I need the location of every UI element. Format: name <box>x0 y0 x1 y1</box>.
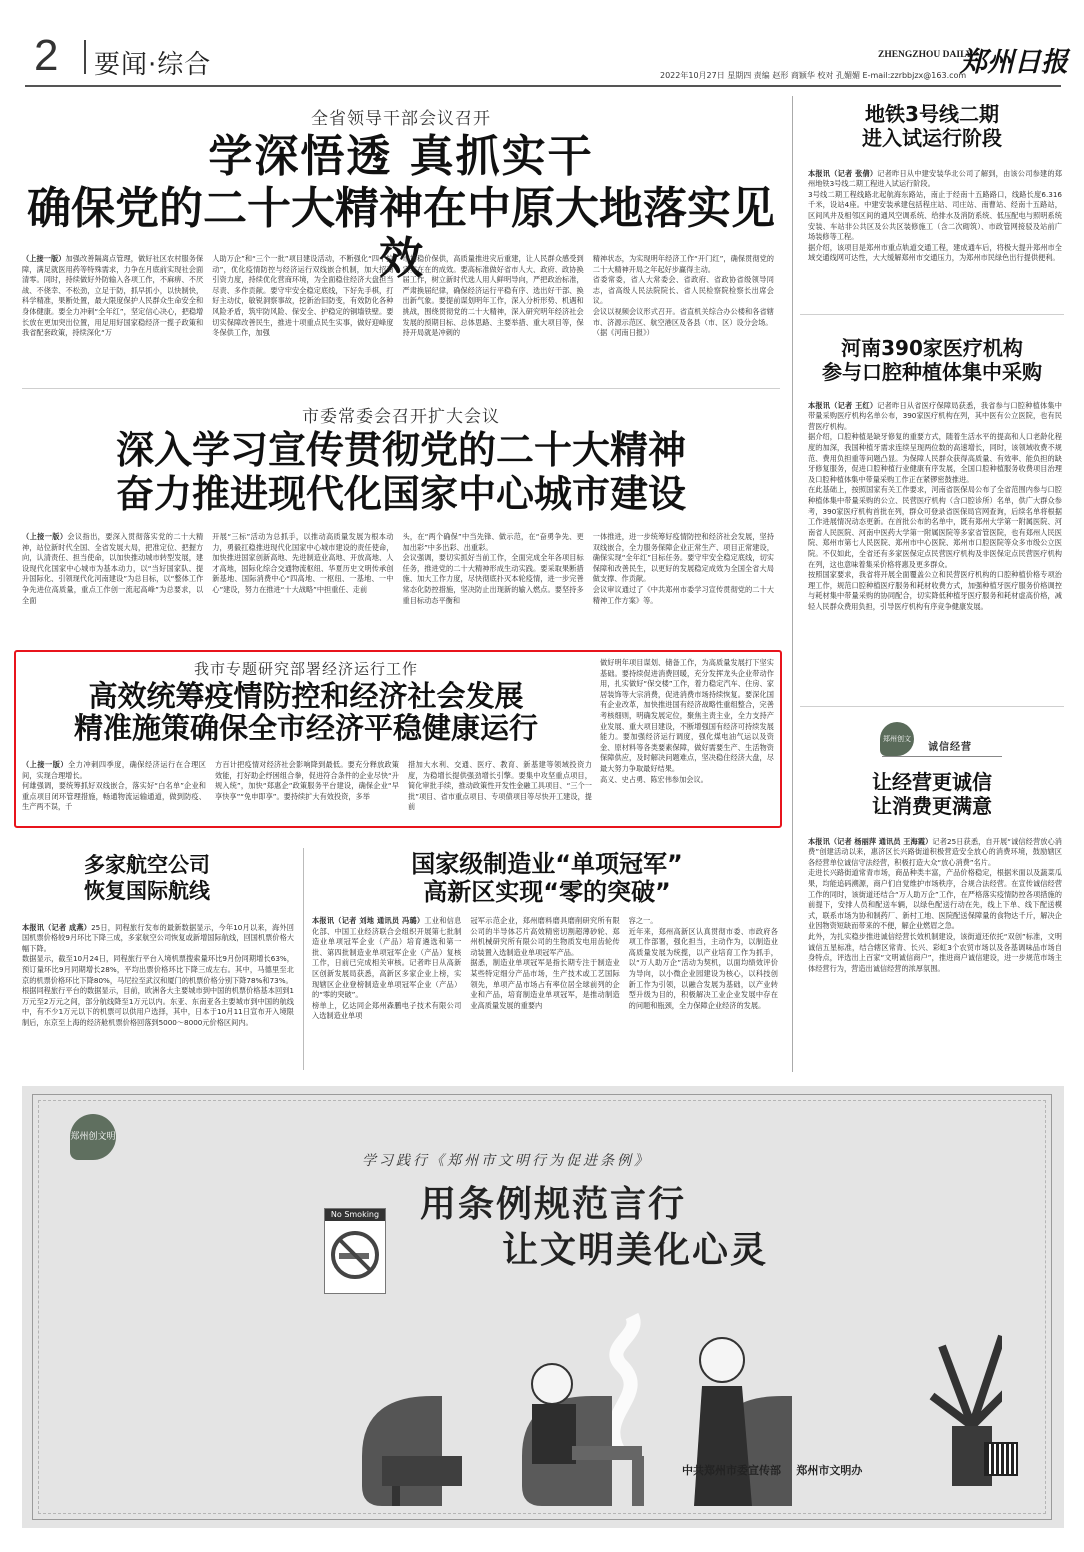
column-divider <box>303 848 304 1070</box>
paper-name-en: ZHENGZHOU DAILY <box>878 50 973 60</box>
article-body <box>22 760 592 824</box>
article-column: 开展“三标”活动为总抓手，以推动高质量发展为根本动力，勇毅扛稳推进现代化国家中心城市建设的责任使命，加快推进国家创新高地、先进制造业高地、开放高地、人才高地，国际化综合交通物流枢纽、华夏历史文明传承创新基地、国际消费中心“四高地、一枢纽、一基地、一中心”建设，努力在推进“十大战略”中担重任、走前 <box>212 532 394 594</box>
article-headline-line1: 国家级制造业“单项冠军” <box>411 850 683 878</box>
article-column: 冠军示范企业，郑州磨料磨具磨削研究所有限公司的半导体芯片高效精密切割超薄砂轮、郑州机械研究所有限公司的生物质发电用齿轮传动装置入选制造业单项冠军产品。 据悉，制造业单项冠军是指长期专注于制造业某些特定细分产品市场，生产技术或工艺国际领先，单项产品市场占有率位居全球前列的企业和产品，培育制造业单项冠军，是推动制造业高质量发展的重要内 <box>470 916 620 1010</box>
article-column: 容之一。 近年来，郑州高新区认真贯彻市委、市政府各项工作部署，强化担当，主动作为，以制造业高质量发展为统揽，以产业培育工作为抓手，以“万人助万企”活动为契机，以面均绩效评价为导向，以小微企业园建设为核心，以科技创新工作为引领，以融合发展为基础，以产业转型升级为目的，积极解决工业企业发展中存在的问题和瓶颈，全力保障企业经济的发展。 <box>628 916 778 1010</box>
masthead-rule <box>25 85 1061 87</box>
no-smoking-icon <box>325 1221 385 1291</box>
article-kicker: 市委常委会召开扩大会议 <box>302 407 500 427</box>
masthead <box>0 0 1084 92</box>
byline: 本报讯（记者 张倩） <box>808 168 878 178</box>
article-standing-committee <box>22 392 780 640</box>
side-article-dental-implants <box>800 322 1064 704</box>
byline: 本报讯（记者 王红） <box>808 400 878 410</box>
divider <box>800 314 1064 315</box>
article-column: 人助万企”和“三个一批”项目建设活动，不断强化“四个拉动”，优化疫情防控与经济运行双线嵌合机制，加大招商引资力度，持续优化营商环境，为全面稳住经济大盘担当尽责、多作贡献。要守牢安全稳定底线，下好先手棋，打好主动仗，敏锐洞察事故，挖新治旧防变，有效防化各种风险矛盾，筑牢防风险、保安全、护稳定的铜墙铁壁。要切实保障改善民生，推进十项重点民生实事，做好迎峰度冬保供工作，加强 <box>212 254 394 338</box>
article-column: 市场稳价保供，高质量推进灾后重建，让人民群众感受到实实在在的成效。要高标准做好省市人大、政府、政协换届工作，树立新时代选人用人鲜明导向，严把政治标准，严肃换届纪律，确保经济运行平稳有序、选出好干部、换出新气象。要提前谋划明年工作，深入分析形势、机遇和挑战，围绕贯彻党的二十大精神，深入研究明年经济社会发展的预期目标、总体思路、主要举措、重大项目等，保持开局就是冲刺的 <box>402 254 584 338</box>
divider <box>22 388 780 389</box>
section-divider <box>84 40 86 74</box>
ad-subtitle: 学习践行《郑州市文明行为促进条例》 <box>362 1153 651 1169</box>
byline: 本报讯（记者 刘地 通讯员 冯璐） <box>312 916 425 925</box>
article-column: 措加大水利、交通、医疗、教育、新基建等领域投资力度，为稳增长提供强劲增长引擎。要集中攻坚重点项目，简化审批手续，推动政策性开发性金融工具项目、“三个一批”项目、省市重点项目、专项债项目等尽快开工建设，提前 <box>408 760 592 812</box>
civilization-badge-icon: 郑州创文明 <box>70 1114 116 1160</box>
article-provincial-meeting <box>22 92 780 392</box>
tag-underline <box>882 756 1002 757</box>
article-headline-line1: 高效统筹疫情防控和经济社会发展 <box>88 679 524 713</box>
article-column: 本报讯（记者 刘地 通讯员 冯璐）工业和信息化部、中国工业经济联合会组织开展第七批制造业单项冠军企业（产品）培育遴选和第一批、第四批制造业单项冠军企业（产品）复核工作，日前已完成相关审核。记者昨日从高新区创新发展局获悉，高新区多家企业上榜，实现辖区企业登榜制造业单项冠军企业（产品）的“零的突破”。 榜单上，亿达同企郑州森鹏电子技术有限公司入选制造业单项 <box>312 916 462 1021</box>
article-column: 头，在“两个确保”中当先锋、做示范，在“奋勇争先、更加出彩”中多出彩、出重彩。 会议强调，要切实抓好当前工作，全面完成全年各项目标任务，推进党的二十大精神形成生动实践。要采取果断措施、加大工作力度，尽快彻底扑灭本轮疫情，进一步完善常态化防控措施，坚决防止出现新的输入燃点。要坚持多重目标动态平衡和 <box>402 532 584 605</box>
article-side-column: 做好明年项目谋划、储备工作，为高质量发展打下坚实基础。要持续促进消费回暖，充分发挥龙头企业带动作用，扎实做好“保交楼”工作，着力稳定汽车、住房、家居装饰等大宗消费，促进消费市场持续恢复。要深化国有企业改革，加快推进国有经济战略性重组整合，完善考核细则，明确发展定位，聚焦主责主业，全力支持产业发展、重大项目建设，不断增强国有经济可持续发展能力。要加强经济运行调度，强化煤电油气运以及资金、原材料等各类要素保障，做好需要生产、生活物资保障供应，及时解决问题难点，坚决稳住经济大盘，尽最大努力争取最好结果。 高义、史占勇、陈宏伟参加会议。 <box>600 658 774 784</box>
side-article-integrity <box>800 706 1064 1070</box>
no-smoking-sign <box>324 1208 386 1294</box>
public-service-ad <box>22 1086 1064 1528</box>
article-column: （上接一版）会议指出，要深入贯彻落实党的二十大精神，站位新时代全国、全省发展大局，把准定位、把握方向，认清责任、担当使命，以加快推动城市转型发展，建设现代化国家中心城市为基本动力，以“当好国家队、提升国际化、引领现代化河南建设”为总目标，以“整体工作争先进位高质量，重点工作创一流起高峰”为总要求，以全面 <box>22 532 204 605</box>
article-body <box>22 532 774 628</box>
lead-tag: （上接一版） <box>22 254 66 263</box>
article-body: 本报讯（记者 王红）记者昨日从省医疗保障局获悉，我省参与口腔种植体集中带量采购医疗机构名单公布，390家医疗机构在列，其中医有公立医院，也有民营医疗机构。 据介绍，口腔种植是缺牙修复的重要方式，随着生活水平的提高和人口老龄化程度的加深，我国种植牙需求连续呈现两位数的高速增长，同时，该领域收费不规范、费用负担重等问题凸显。为保障人民群众获得高质量、有效率、能负担的缺牙修复服务，促进口腔种植行业健康有序发展，全国口腔种植服务收费项目治理及口腔种植体集中带量采购工作正在紧锣密鼓推进。 在此基础上，按照国家有关工作要求，河南省医保局公布了全省范围内参与口腔种植体集中带量采购的公立、民营医疗机构（含口腔诊所）名单，供广大群众参考，390家医疗机构首批在列，群众可登录省医保局官网查询，后续名单将根据工作进展情况动态更新。在首批公布的名单中，既有郑州大学第一附属医院、河南省人民医院、河南中医药大学第一附属医院等多家省管医院，也有郑州人民医院、郑州市第七人民医院、郑州市中心医院、郑州市口腔医院等众多市级公立医院。不仅如此，全省还有多家医保定点民营医疗机构及非医保定点民营医疗机构在列，这也意味着集采价格将惠及更多群众。 按照国家要求，我省将开展全面覆盖公立和民营医疗机构的口腔种植价格专项治理工作，规范口腔种植医疗服务和耗材收费方式，加强种植牙医疗服务价格调控与耗材集中带量采购的协同配合，切实降低种植牙医疗服务和耗材虚高价格，减轻人民群众费用负担，引导医疗机构有序竞争健康发展。 <box>808 400 1062 611</box>
article-headline-line2: 确保党的二十大精神在中原大地落实见效 <box>27 183 775 284</box>
main-column-divider <box>792 96 793 1072</box>
article-column: 一体推进，进一步统筹好疫情防控和经济社会发展，坚持双线嵌合，全力服务保障企业正常生产、项目正常建设，确保实现“全年红”目标任务。要守牢安全稳定底线，切实保障和改善民生，以更好的发展稳定成效为全国全省大局做支撑、作贡献。 会议审议通过了《中共郑州市委学习宣传贯彻党的二十大精神工作方案》等。 <box>592 532 774 605</box>
date-line: 2022年10月27日 星期四 责编 赵形 商颖华 校对 孔媚媚 E-mail:zzrbbjzx@163.com <box>660 71 967 80</box>
article-column: （上接一版）加强改善隔离点管理，做好社区农村服务保障，满足就医用药等特殊需求，力争在月底前实现社会面清零。同时，持续做好外防输入各项工作，不麻痹、不厌战、不侥幸、不松劲，立足于防，抓早抓小，以快制快，科学精准，果断处置，最大限度保护人民群众生命安全和身体健康。要全力冲刺“全年红”，坚定信心决心，把稳增长放在更加突出位置，用足用好国家稳经济一揽子政策和我省配套政策，持续深化“万 <box>22 254 204 338</box>
article-body: 本报讯（记者 成燕）25日，同程旅行发布的最新数据显示，今年10月以来，海外回国机票价格较9月环比下降三成，多家航空公司恢复或新增国际航线，回国机票价格大幅下降。 数据显示，截至10月24日，同程旅行平台入境机票搜索量环比9月份同期增长63%，预订量环比9月同期增长28%，平均出票价格环比下降三成左右。其中，马德里至北京的机票价格环比下降80%，马尼拉至武汉和厦门的机票价格分别下降78%和73%。 根据同程旅行平台的数据显示，目前，欧洲各大主要城市到中国的机票价格基本回到1万元至2万元之间，部分航线降至1万元以内。东亚、东南亚各主要城市到中国的航线中，有不少1万元以下的机票可以供用户选择，其中，日本于10月11日宣布开入境限制后，东京至上海的经济舱机票价格回落到5000～8000元价格区间内。 <box>22 922 294 1027</box>
article-body: 本报讯（记者 杨丽萍 通讯员 王海霞）记者25日获悉，自开展“诚信经营放心消费”创建活动以来，惠济区长兴路街道积极营造安全放心的消费环境，鼓励辖区各经营单位诚信守法经营，积极打造大众“放心消费”名片。 走进长兴路街道常青市场，商品种类丰富，产品价格稳定，根据米面以及蔬菜瓜果，均能追码溯源，商户们自觉维护市场秩序，合规合法经营。在宣传诚信经营工作的同时，该街道还结合“万人助万企”工作，在严格落实疫情防控各项措施的前提下，安排人员和配送车辆，以绿色配送行动在先，线上下单、线下配送模式，联系市场为协和制药厂、新村工地、医院配送保障量的食物达千斤，解决企业因物资短缺而带来的不便，解企业燃眉之急。 此外，为扎实稳步推进诚信经营长效机制建设，该街道还依托“双创”标准，文明诚信五星标准，结合辖区常青、长兴、彩虹3个农贸市场以及各基调味品市场自身特点，评选出上百家“文明诚信商户”，推进商户诚信建设，进一步规范市场主体经营行为，营造出诚信经营的浓厚氛围。 <box>808 836 1062 973</box>
article-airlines <box>22 840 300 1070</box>
article-headline-line2: 高新区实现“零的突破” <box>423 878 671 906</box>
article-headline-line2: 恢复国际航线 <box>84 879 210 903</box>
ad-illustration <box>322 1306 1002 1526</box>
article-body <box>312 916 778 1066</box>
article-headline-line1: 学深悟透 真抓实干 <box>208 131 594 182</box>
article-column: 精神状态，为实现明年经济工作“开门红”，确保贯彻党的二十大精神开局之年起好步赢得主动。 省委常委，省人大常委会、省政府、省政协省级领导同志，省高级人民法院院长、省人民检察院检察长出席会议。 会议以视频会议形式召开。省直机关综合办公楼和各省辖市、济源示范区、航空港区及各县（市、区）设分会场。 （据《河南日报》） <box>592 254 774 338</box>
article-headline-line2: 进入试运行阶段 <box>862 126 1002 150</box>
article-headline-line2: 参与口腔种植体集中采购 <box>822 360 1042 384</box>
byline: 本报讯（记者 杨丽萍 通讯员 王海霞） <box>808 836 933 846</box>
article-headline-line1: 多家航空公司 <box>84 853 210 877</box>
qr-code[interactable] <box>984 1442 1018 1476</box>
article-economic-work-highlight <box>14 650 782 828</box>
article-body: 本报讯（记者 张倩）记者昨日从中建安装华北公司了解到，由该公司参建的郑州地铁3号线二期工程进入试运行阶段。 3号线二期工程线路北起航海东路站，南止于经南十五路路口，线路长度6.316千米，设站4座。中建安装承建包括程庄站、司庄站、南曹站、经南十五路站，区间风井及相邻区间的通风空调系统、给排水及消防系统、低压配电与照明系统安装、车站非公共区及公共区装修施工（含二次砌筑）、市政管网接驳及站前广场装修等工程。 据介绍，该项目是郑州市重点轨道交通工程，建成通车后，将极大提升郑州市全域交通线网可达性，大大缓解郑州市交通压力，为郑州市民绿色出行提供便利。 <box>808 168 1062 263</box>
ad-footer-sponsors: 中共郑州市委宣传部 郑州市文明办 <box>682 1464 863 1477</box>
article-headline-line2: 奋力推进现代化国家中心城市建设 <box>115 472 686 516</box>
article-body <box>22 254 774 372</box>
divider <box>800 706 1064 707</box>
ad-title-line1: 用条例规范言行 <box>420 1184 687 1225</box>
article-column: 方百计把疫情对经济社会影响降到最低。要充分释放政策效能，打好助企纾困组合拳，促进符合条件的企业尽快“升规入统”，加快“郑惠企”政策服务平台建设，确保企业“早享快享”“免申即享”。要持续扩大有效投资，多举 <box>215 760 399 801</box>
article-headline-line1: 让经营更诚信 <box>872 770 992 794</box>
article-kicker: 我市专题研究部署经济运行工作 <box>193 660 418 678</box>
article-headline-line2: 让消费更满意 <box>872 794 992 818</box>
page-number: 2 <box>34 31 59 80</box>
article-single-champion <box>312 840 782 1070</box>
paper-name-cn: 郑州日报 <box>960 47 1068 78</box>
article-headline-line1: 河南390家医疗机构 <box>841 336 1023 360</box>
side-article-metro <box>800 96 1064 318</box>
no-smoking-label: No Smoking <box>325 1209 385 1221</box>
lead-tag: （上接一版） <box>22 760 69 769</box>
lead-tag: （上接一版） <box>22 532 68 541</box>
article-headline-line1: 地铁3号线二期 <box>865 102 999 126</box>
byline: 本报讯（记者 成燕） <box>22 922 92 932</box>
article-headline-line2: 精准施策确保全市经济平稳健康运行 <box>73 711 538 745</box>
section-title: 要闻·综合 <box>94 50 212 80</box>
article-column: （上接一版）全力冲刺四季度，确保经济运行在合理区间，实现合理增长。 何雄强调，要统筹抓好双线嵌合，落实好“白名单”企业和重点项目闭环管理措施，畅通物流运输通道，做到防疫、生产两不误，千 <box>22 760 206 812</box>
article-headline-line1: 深入学习宣传贯彻党的二十大精神 <box>115 428 686 472</box>
column-tag: 诚信经营 <box>928 742 972 753</box>
civilization-badge-icon: 郑州创文 <box>880 722 914 756</box>
article-kicker: 全省领导干部会议召开 <box>311 109 491 129</box>
ad-title-line2: 让文明美化心灵 <box>502 1230 769 1271</box>
